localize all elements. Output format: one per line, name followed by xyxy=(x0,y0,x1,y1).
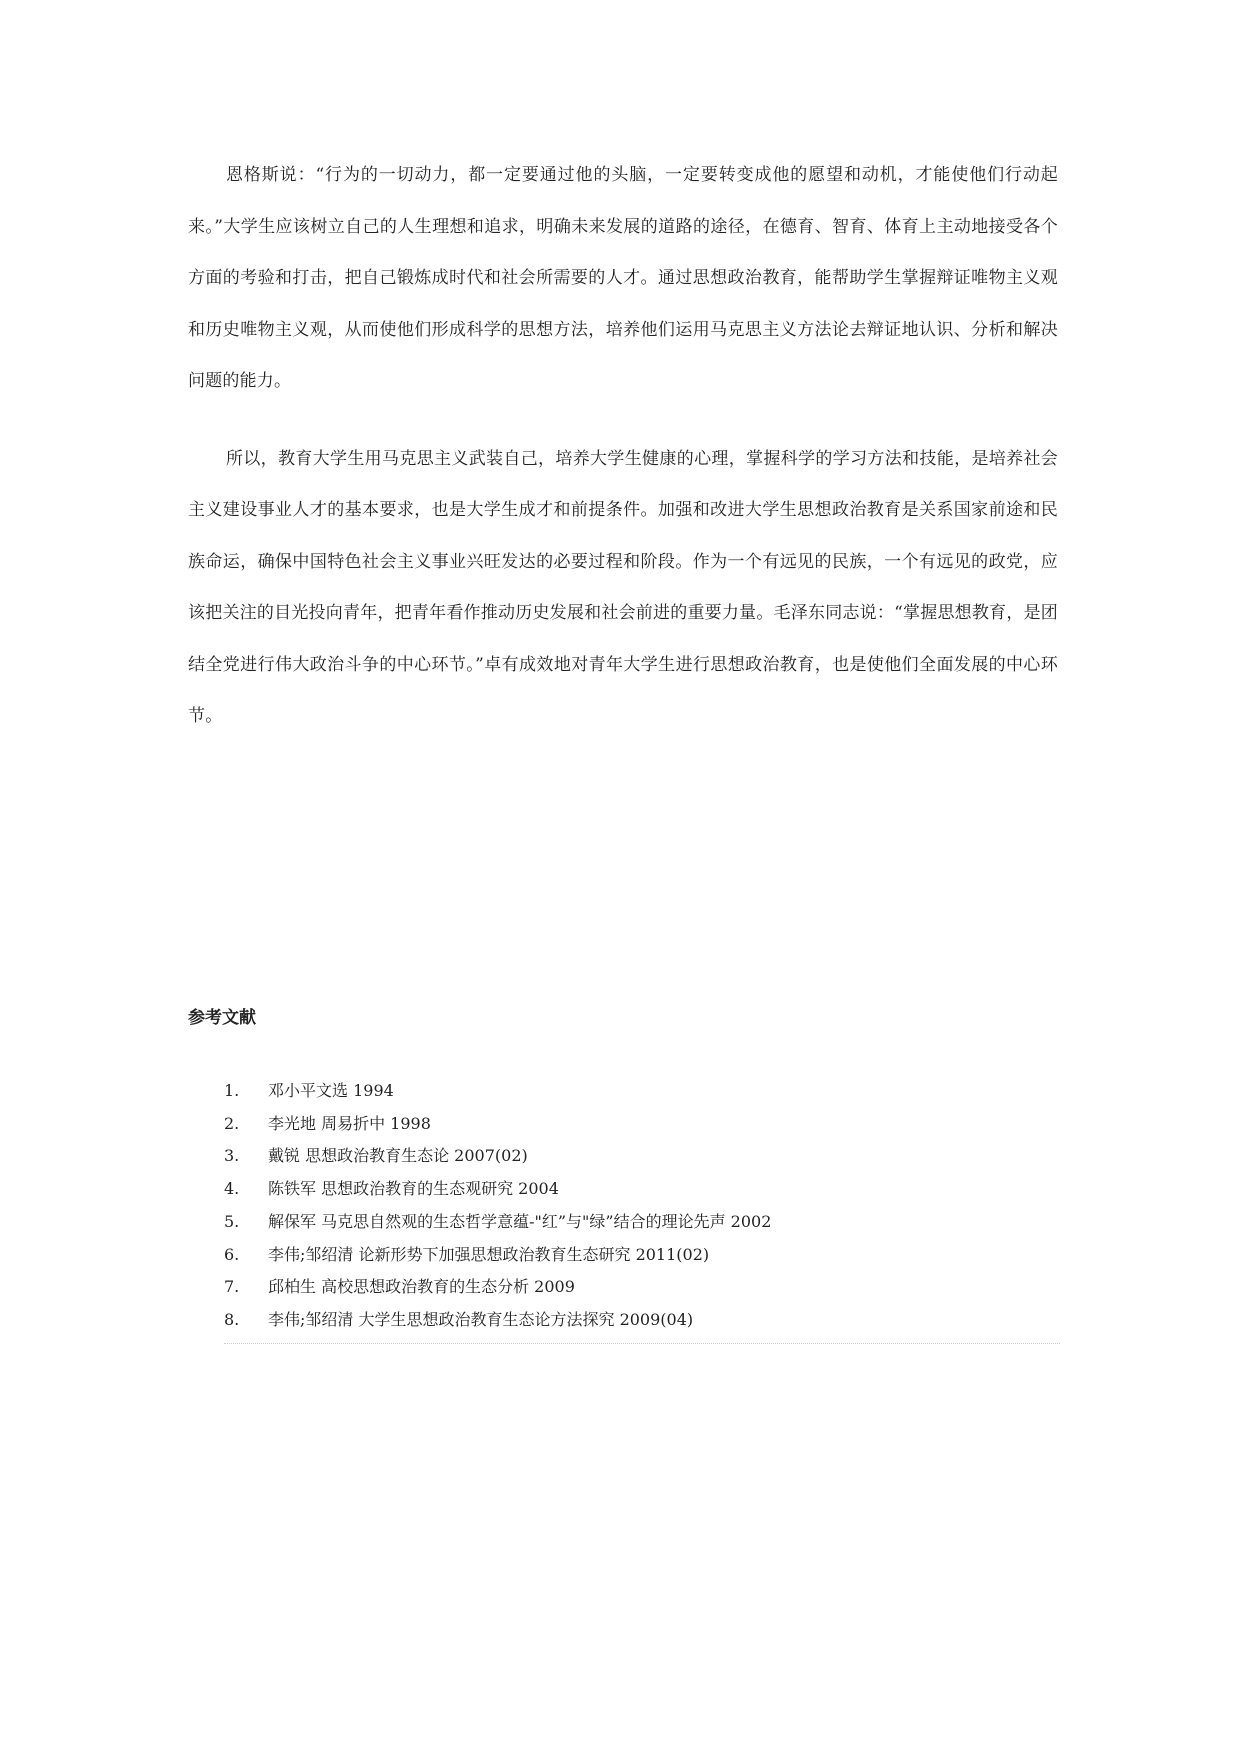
reference-item xyxy=(224,1075,1060,1108)
reference-number: 6. xyxy=(224,1244,240,1264)
reference-text: 李光地 周易折中 1998 xyxy=(268,1113,431,1133)
references-heading: 参考文献 xyxy=(188,1008,256,1028)
reference-number: 5. xyxy=(224,1211,240,1231)
reference-number: 7. xyxy=(224,1277,240,1297)
reference-number: 4. xyxy=(224,1179,240,1199)
reference-text: 李伟;邹绍清 论新形势下加强思想政治教育生态研究 2011(02) xyxy=(268,1244,710,1264)
reference-text: 戴锐 思想政治教育生态论 2007(02) xyxy=(268,1146,528,1166)
reference-item xyxy=(224,1271,1060,1304)
reference-item xyxy=(224,1140,1060,1173)
reference-number: 1. xyxy=(224,1081,240,1100)
references-list xyxy=(224,1075,1060,1344)
reference-text: 邓小平文选 1994 xyxy=(268,1081,394,1100)
reference-number: 2. xyxy=(224,1113,240,1133)
reference-text: 解保军 马克思自然观的生态哲学意蕴-"红”与"绿”结合的理论先声 2002 xyxy=(268,1211,772,1231)
reference-text: 李伟;邹绍清 大学生思想政治教育生态论方法探究 2009(04) xyxy=(268,1309,694,1329)
reference-text: 邱柏生 高校思想政治教育的生态分析 2009 xyxy=(268,1277,575,1297)
paragraph-1: 恩格斯说：“行为的一切动力，都一定要通过他的头脑，一定要转变成他的愿望和动机，才能使他们行动起来。”大学生应该树立自己的人生理想和追求，明确未来发展的道路的途径，在德育、智育、体育上主动地接受各个方面的考验和打击，把自己锻炼成时代和社会所需要的人才。通过思想政治教育，能帮助学生掌握辩证唯物主义观和历史唯物主义观，从而使他们形成科学的思想方法，培养他们运用马克思主义方法论去辩证地认识、分析和解决问题的能力。 xyxy=(188,165,1058,391)
body-text xyxy=(188,150,1058,769)
reference-number: 3. xyxy=(224,1146,240,1166)
reference-number: 8. xyxy=(224,1309,240,1329)
reference-item xyxy=(224,1206,1060,1239)
reference-text: 陈铁军 思想政治教育的生态观研究 2004 xyxy=(268,1179,559,1199)
reference-item xyxy=(224,1304,1060,1337)
reference-item xyxy=(224,1108,1060,1141)
reference-item xyxy=(224,1173,1060,1206)
paragraph-2: 所以，教育大学生用马克思主义武装自己，培养大学生健康的心理，掌握科学的学习方法和技能，是培养社会主义建设事业人才的基本要求，也是大学生成才和前提条件。加强和改进大学生思想政治教育是关系国家前途和民族命运，确保中国特色社会主义事业兴旺发达的必要过程和阶段。作为一个有远见的民族，一个有远见的政党，应该把关注的目光投向青年，把青年看作推动历史发展和社会前进的重要力量。毛泽东同志说：“掌握思想教育，是团结全党进行伟大政治斗争的中心环节。”卓有成效地对青年大学生进行思想政治教育，也是使他们全面发展的中心环节。 xyxy=(188,448,1058,726)
reference-item xyxy=(224,1239,1060,1272)
